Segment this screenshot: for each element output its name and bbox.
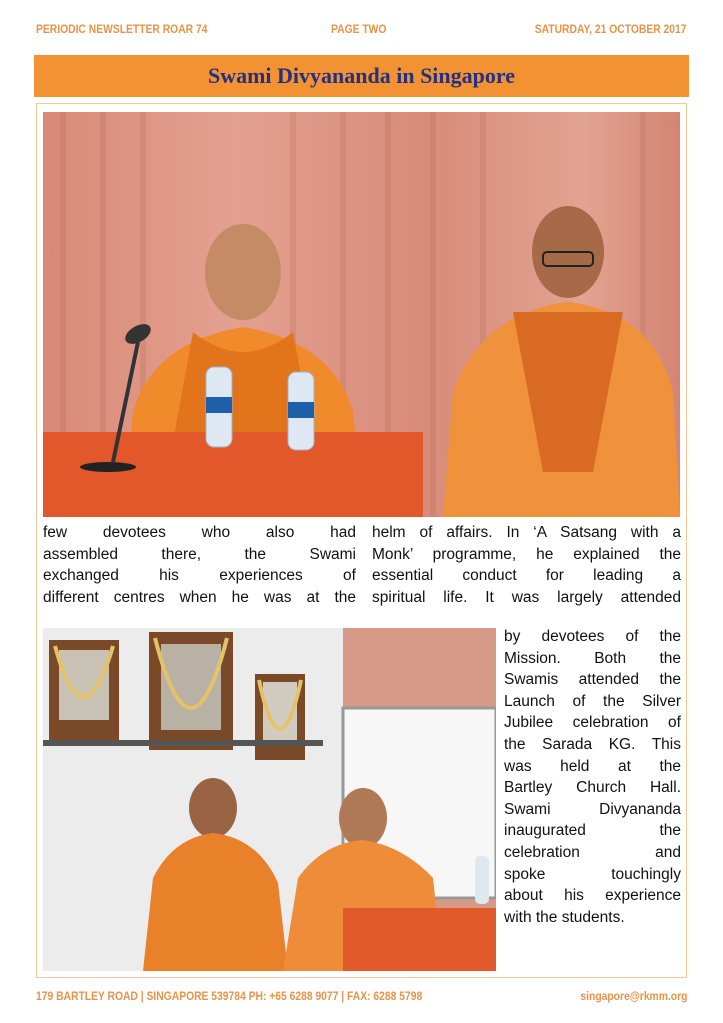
article-column-right-side [504, 626, 681, 928]
newsletter-issue: PERIODIC NEWSLETTER ROAR 74 [36, 22, 208, 36]
article-line: essential conduct for leading a [372, 567, 681, 585]
article-column-right-top [372, 522, 681, 608]
article-line: inaugurated the [504, 822, 681, 840]
article-line: Mission. Both the [504, 649, 681, 667]
article-line: assembled there, the Swami [43, 545, 356, 563]
article-line: spoke touchingly [504, 865, 681, 883]
issue-date: SATURDAY, 21 OCTOBER 2017 [535, 22, 687, 36]
footer-email[interactable]: singapore@rkmm.org [580, 989, 687, 1003]
article-line: Swami Divyananda [504, 800, 681, 818]
article-line: the Sarada KG. This [504, 735, 681, 753]
swamis-seated-photo [43, 112, 680, 517]
page-number: PAGE TWO [331, 22, 387, 36]
article-line: helm of affairs. In ‘A Satsang with a [372, 524, 681, 541]
footer-address: 179 BARTLEY ROAD | SINGAPORE 539784 PH: +65 6288 9077 | FAX: 6288 5798 [36, 989, 423, 1003]
article-line: celebration and [504, 843, 681, 861]
swamis-portraits-photo [43, 628, 496, 971]
article-line: different centres when he was at the [43, 588, 356, 606]
article-column-left [43, 522, 356, 608]
article-line: Monk’ programme, he explained the [372, 545, 681, 563]
article-line: was held at the [504, 757, 681, 775]
article-line: few devotees who also had [43, 524, 356, 541]
article-line: by devotees of the [504, 628, 681, 645]
title-banner [34, 55, 689, 97]
article-line: exchanged his experiences of [43, 567, 356, 585]
article-line: about his experience [504, 887, 681, 905]
article-title: Swami Divyananda in Singapore [207, 63, 516, 88]
article-line: Swamis attended the [504, 671, 681, 689]
article-line: Bartley Church Hall. [504, 779, 681, 797]
article-line: Launch of the Silver [504, 692, 681, 710]
article-line: Jubilee celebration of [504, 714, 681, 732]
article-line: with the students. [504, 908, 625, 926]
article-line: spiritual life. It was largely attended [372, 588, 681, 606]
